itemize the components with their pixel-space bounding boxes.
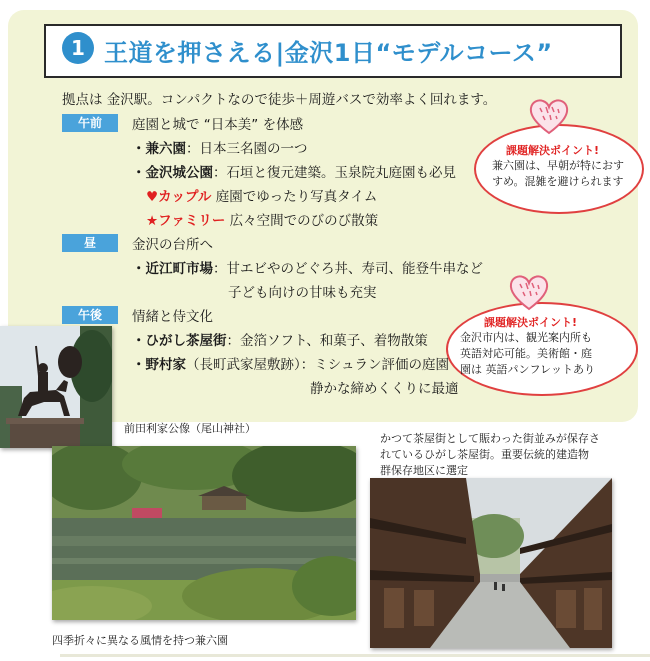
chaya-caption <box>380 431 600 479</box>
afternoon-item-nomura-cont: 静かな締めくくりに最適 <box>310 381 459 397</box>
callout-2-body <box>460 330 595 378</box>
callout-1-body <box>492 158 624 190</box>
morning-item-castle <box>132 161 456 181</box>
afternoon-item-chaya <box>132 329 428 349</box>
item-text: ：甘エビやのどぐろ丼、寿司、能登牛串など <box>213 261 483 277</box>
callout-2-title: 課題解決ポイント! <box>484 316 578 329</box>
tag-afternoon: 午後 <box>62 306 118 324</box>
page-title: 王道を押さえる|金沢1日“モデルコース” <box>104 39 553 67</box>
caption-line: れているひがし茶屋街。重要伝統的建造物 <box>380 448 589 461</box>
afternoon-item-nomura <box>132 353 449 373</box>
heart-icon <box>528 98 570 136</box>
caption-line: かつて茶屋街として賑わった街並みが保存さ <box>380 432 600 445</box>
item-label: ・野村家 <box>132 357 186 373</box>
callout-1-title: 課題解決ポイント! <box>506 144 600 157</box>
item-label: ・兼六園 <box>132 141 186 157</box>
morning-couple-tip <box>146 185 377 205</box>
callout-line: すめ。混雑を避けられます <box>492 175 624 188</box>
heart-icon <box>508 274 550 312</box>
item-text: ：日本三名園の一つ <box>186 141 308 157</box>
morning-heading: 庭園と城で “日本美” を体感 <box>132 117 304 133</box>
couple-text: 庭園でゆったり写真タイム <box>211 189 378 205</box>
item-text: ：金箔ソフト、和菓子、着物散策 <box>226 333 428 349</box>
lead-text: 拠点は 金沢駅。コンパクトなので徒歩＋周遊バスで効率よく回れます。 <box>62 92 497 108</box>
family-text: 広々空間でのびのび散策 <box>225 213 379 229</box>
couple-label: ♥カップル <box>146 189 212 205</box>
family-label: ★ファミリー <box>146 213 226 229</box>
item-text: （長町武家屋敷跡）：ミシュラン評価の庭園 <box>186 357 449 373</box>
callout-line: 園は 英語パンフレットあり <box>460 363 595 376</box>
callout-line: 兼六園は、早朝が特におす <box>492 159 624 172</box>
noon-item-market-cont: 子ども向けの甘味も充実 <box>228 285 377 301</box>
item-label: ・近江町市場 <box>132 261 213 277</box>
statue-caption: 前田利家公像（尾山神社） <box>124 422 256 435</box>
chaya-street-photo <box>370 478 612 648</box>
caption-line: 群保存地区に選定 <box>380 464 468 477</box>
tag-morning: 午前 <box>62 114 118 132</box>
morning-family-tip <box>146 209 378 229</box>
afternoon-heading: 情緒と侍文化 <box>132 309 213 325</box>
item-text: ：石垣と復元建築。玉泉院丸庭園も必見 <box>213 165 456 181</box>
tag-noon: 昼 <box>62 234 118 252</box>
morning-item-kenrokuen <box>132 137 308 157</box>
noon-heading: 金沢の台所へ <box>132 237 213 253</box>
kenrokuen-photo <box>52 446 356 620</box>
callout-line: 英語対応可能。美術館・庭 <box>460 347 592 360</box>
kenrokuen-caption: 四季折々に異なる風情を持つ兼六園 <box>52 634 228 647</box>
callout-line: 金沢市内は、観光案内所も <box>460 331 592 344</box>
item-label: ・ひがし茶屋街 <box>132 333 227 349</box>
noon-item-market <box>132 257 483 277</box>
statue-photo <box>0 326 112 448</box>
bottom-divider <box>60 654 650 657</box>
item-label: ・金沢城公園 <box>132 165 213 181</box>
section-number-badge: 1 <box>62 32 94 64</box>
